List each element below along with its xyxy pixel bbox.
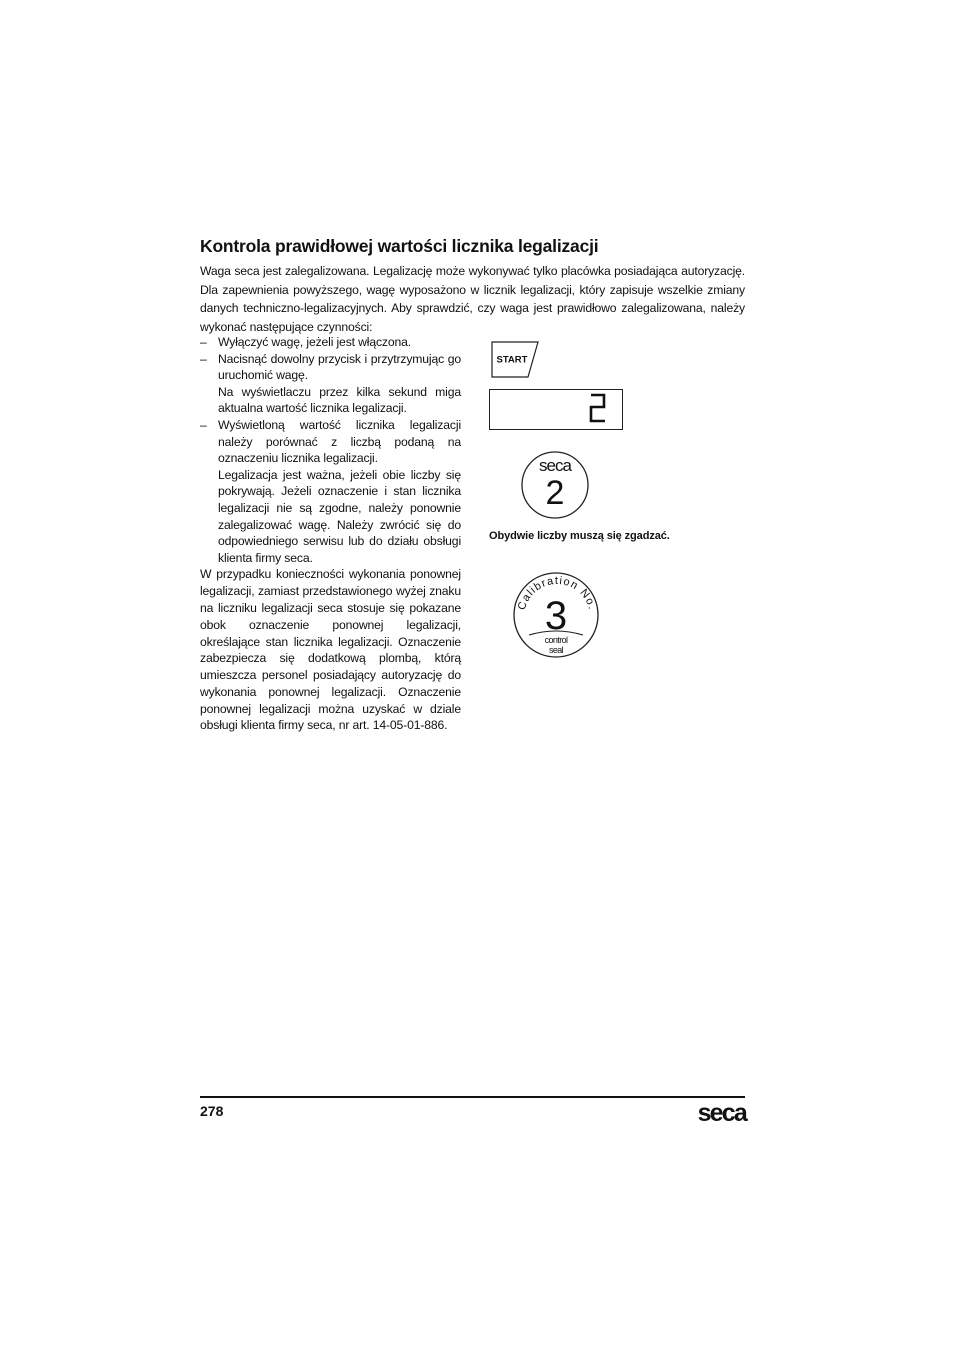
start-button-figure <box>491 341 541 379</box>
step-bullet: – <box>200 417 207 432</box>
start-label: START <box>496 354 528 366</box>
seal-brand: seca <box>539 456 571 475</box>
step-bullet: – <box>200 351 207 366</box>
figure-caption: Obydwie liczby muszą się zgadzać. <box>489 530 670 542</box>
step-note: Legalizacja jest ważna, jeżeli obie liczby się pokrywają. Jeżeli oznaczenie i stan licznika legalizacji nie są zgodne, należy ponownie zalegalizować wagę. Należy zwrócić się do odpowiedniego serwisu lub do działu obsługi klienta firmy seca. <box>218 467 461 565</box>
closing-paragraph: W przypadku konieczności wykonania ponownej legalizacji, zamiast przedstawionego wyżej znaku na liczniku legalizacji seca stosuje się pokazane obok oznaczenie ponownej legalizacji, określające stan licznika legalizacji. Oznaczenie zabezpiecza się dodatkową plombą, którą umieszcza personel posiadający autoryzację do wykonania ponownej legalizacji. Oznaczenie ponownej legalizacji można uzyskać w dziale obsługi klienta firmy seca, nr art. 14-05-01-886. <box>200 567 461 733</box>
instructions-column <box>200 334 461 734</box>
calibration-seal-figure <box>512 572 602 662</box>
step-text: Wyłączyć wagę, jeżeli jest włączona. <box>218 335 411 349</box>
scale-display <box>489 389 623 430</box>
page-number: 278 <box>200 1103 224 1119</box>
page-title: Kontrola prawidłowej wartości licznika legalizacji <box>200 236 599 256</box>
step-note: Na wyświetlaczu przez kilka sekund miga aktualna wartość licznika legalizacji. <box>218 384 461 416</box>
seal-number: 2 <box>545 474 565 512</box>
seca-seal-figure <box>520 450 590 520</box>
step-text: Nacisnąć dowolny przycisk i przytrzymując go uruchomić wagę. <box>218 351 461 383</box>
calibration-bottom-1: control <box>544 635 568 645</box>
intro-paragraph: Waga seca jest zalegalizowana. Legalizację może wykonywać tylko placówka posiadająca autoryzację. Dla zapewnienia powyższego, wagę wyposażono w licznik legalizacji, który zapisuje wszelkie zmiany danych techniczno-legalizacyjnych. Aby sprawdzić, czy waga jest prawidłowo zalegalizowana, należy wykonać następujące czynności: <box>200 264 745 334</box>
calibration-arc-text: Calibration No. <box>515 575 599 612</box>
display-digit <box>588 393 608 425</box>
seca-logo <box>688 1100 748 1126</box>
footer-divider <box>200 1096 745 1098</box>
calibration-number: 3 <box>544 594 568 638</box>
step-bullet: – <box>200 335 207 349</box>
steps-list <box>200 334 461 566</box>
step-3 <box>200 417 461 566</box>
logo-text: seca <box>697 1100 746 1126</box>
calibration-bottom-2: seal <box>548 645 564 655</box>
step-2 <box>200 351 461 417</box>
step-text: Wyświetloną wartość licznika legalizacji należy porównać z liczbą podaną na oznaczeniu licznika legalizacji. <box>218 417 461 466</box>
step-1 <box>200 334 461 351</box>
